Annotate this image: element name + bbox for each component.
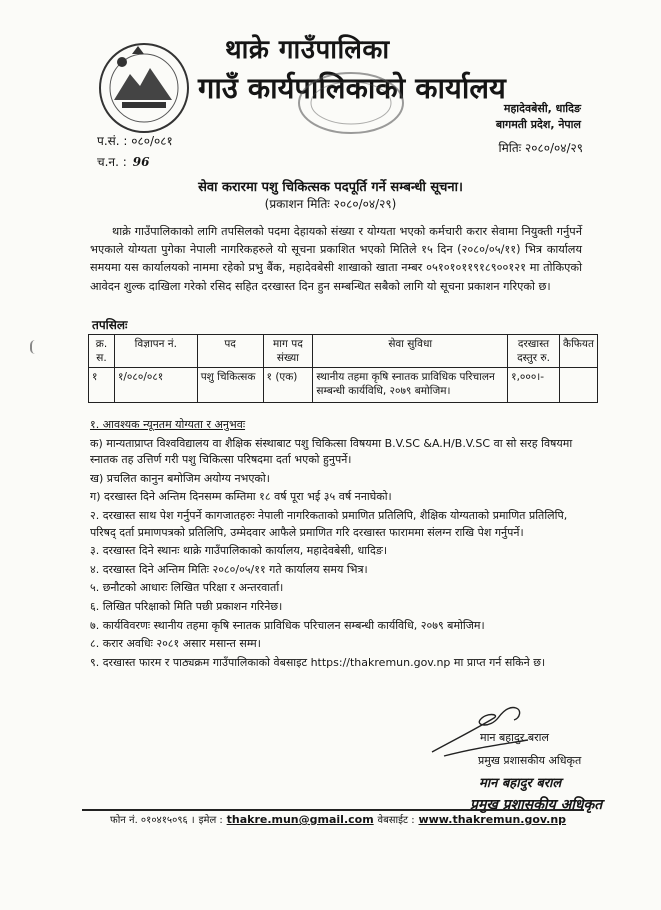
stamp-designation: प्रमुख प्रशासकीय अधिकृत (470, 797, 603, 813)
footer-email-label: इमेल : (198, 815, 223, 826)
cell-post: पशु चिकित्सक (197, 368, 263, 403)
office-name: थाक्रे गाउँपालिका (225, 35, 390, 65)
footer-web-label: वेबसाईट : (377, 815, 415, 826)
cell-serial: १ (89, 368, 115, 403)
col-serial: क्र. स. (89, 335, 115, 368)
details-label: तपसिलः (92, 318, 128, 332)
emblem-logo (92, 40, 196, 136)
signatory-designation: प्रमुख प्रशासकीय अधिकृत (478, 754, 582, 767)
notice-title: सेवा करारमा पशु चिकित्सक पदपूर्ति गर्ने सम्बन्धी सूचना। (198, 180, 463, 195)
footer-website: www.thakremun.gov.np (418, 813, 567, 826)
col-fee: दरखास्त दस्तुर रु. (508, 335, 560, 368)
punch-mark (30, 340, 40, 354)
col-post: पद (197, 335, 263, 368)
chalani-value: 96 (132, 155, 150, 169)
item-qualification-c: ग) दरखास्त दिने अन्तिम दिनसम्म कम्तिमा १८ वर्ष पूरा भई ३५ वर्ष ननाघेको। (90, 490, 392, 504)
item-job-description: ७. कार्यविवरणः स्थानीय तहमा कृषि स्नातक प्राविधिक परिचालन सम्बन्धी कार्यविधि, २०७९ बमोजिम। (90, 618, 485, 632)
col-service-facility: सेवा सुविधा (313, 335, 508, 368)
publication-date: (प्रकाशन मितिः २०८०/०४/२९) (264, 197, 397, 211)
cell-advert-no: १/०८०/०८१ (114, 368, 197, 403)
footer-email: thakre.mun@gmail.com (226, 813, 374, 826)
item-deadline: ४. दरखास्त दिने अन्तिम मितिः २०८०/०५/११ गते कार्यालय समय भित्र। (90, 562, 368, 576)
col-advert-no: विज्ञापन नं. (114, 335, 197, 368)
table-header-row (89, 335, 598, 368)
item-exam-date: ६. लिखित परिक्षाको मिति पछी प्रकाशन गरिनेछ। (90, 599, 283, 613)
cell-remarks (560, 368, 598, 403)
footer-phone: फोन नं. ०१०४१५०९६ । (110, 815, 195, 826)
chalani-number (97, 153, 149, 170)
intro-paragraph: थाक्रे गाउँपालिकाको लागि तपसिलको पदमा देहायको संख्या र योग्यता भएको कर्मचारी करार सेवामा नियुक्ती गर्नुपर्ने भएकाले योग्यता पुगेका नेपाली नागरिकहरुले यो सूचना प्रकाशित भएको मितिले १५ दिन (२०८०/०५/११) भित्र कार्यालय समयमा यस कार्यालयको नाममा रहेको प्रभु बैंक, महादेवबेसी शाखाको खाता नम्बर ०५१०१०११९१८९००१२१ मा तोकिएको आवेदन शुल्क दाखिला गरेको रसिद सहित दरखास्त दिन हुन सम्बन्धित सबैको लागि यो सूचना प्रकाशन गरिएको छ। (90, 225, 582, 293)
notice-intro (90, 223, 582, 296)
item-selection-basis: ५. छनौटको आधारः लिखित परिक्षा र अन्तरवार्ता। (90, 581, 284, 595)
col-demand: माग पद संख्या (263, 335, 313, 368)
cell-fee: १,०००।- (508, 368, 560, 403)
footer-contact (110, 812, 566, 826)
chalani-label: च.न. : (97, 155, 127, 169)
item-qualification-b: ख) प्रचलित कानुन बमोजिम अयोग्य नभएको। (90, 471, 270, 485)
item-qualification-a: क) मान्यताप्राप्त विश्वविद्यालय वा शैक्षिक संस्थाबाट पशु चिकित्सा विषयमा B.V.SC &A.H/B.V.SC वा सो सरह विषयमा स्नातक तह उत्तिर्ण गरी पशु चिकित्सा परिषदमा दर्ता भएको हुनुपर्ने। (90, 436, 573, 467)
item-qualification-heading: १. आवश्यक न्यूनतम योग्यता र अनुभवः (90, 418, 246, 431)
signatory-name: मान बहादुर बराल (480, 731, 549, 744)
office-subtitle: गाउँ कार्यपालिकाको कार्यालय (198, 71, 506, 105)
item-contract-period: ८. करार अवधिः २०८१ असार मसान्त सम्म। (90, 637, 261, 651)
office-stamp (292, 68, 410, 138)
item-website: ९. दरखास्त फारम र पाठ्यक्रम गाउँपालिकाको वेबसाइट https://thakremun.gov.np मा प्राप्त गर्न सकिने छ। (90, 655, 546, 669)
item-location: ३. दरखास्त दिने स्थानः थाक्रे गाउँपालिकाको कार्यालय, महादेवबेसी, धादिङ। (90, 544, 388, 558)
address-line-2: बागमती प्रदेश, नेपाल (495, 118, 581, 131)
stamp-name: मान बहादुर बराल (479, 776, 562, 791)
cell-service-facility: स्थानीय तहमा कृषि स्नातक प्राविधिक परिचालन सम्बन्धी कार्यविधि, २०७९ बमोजिम। (313, 368, 508, 403)
conditions-list (90, 417, 590, 673)
item-documents: २. दरखास्त साथ पेश गर्नुपर्ने कागजातहरुः नेपाली नागरिकताको प्रमाणित प्रतिलिपि, शैक्षिक योग्यताको प्रमाणित प्रतिलिपि, परिषद् दर्ता प्रमाणपत्रको प्रतिलिपि, उम्मेदवार आफैले प्रमाणित गरि दरखास्त फाराममा संलग्न राखि पेश गर्नुपर्ने। (90, 508, 568, 539)
letter-date: मितिः २०८०/०४/२९ (498, 141, 583, 155)
col-remarks: कैफियत (560, 335, 598, 368)
cell-demand: १ (एक) (263, 368, 313, 403)
table-row (89, 368, 598, 403)
footer-divider (82, 809, 584, 811)
vacancy-table (88, 334, 598, 403)
patra-sankhya: प.सं. : ०८०/०८१ (97, 134, 173, 148)
address-line-1: महादेवबेसी, धादिङ (503, 102, 581, 115)
